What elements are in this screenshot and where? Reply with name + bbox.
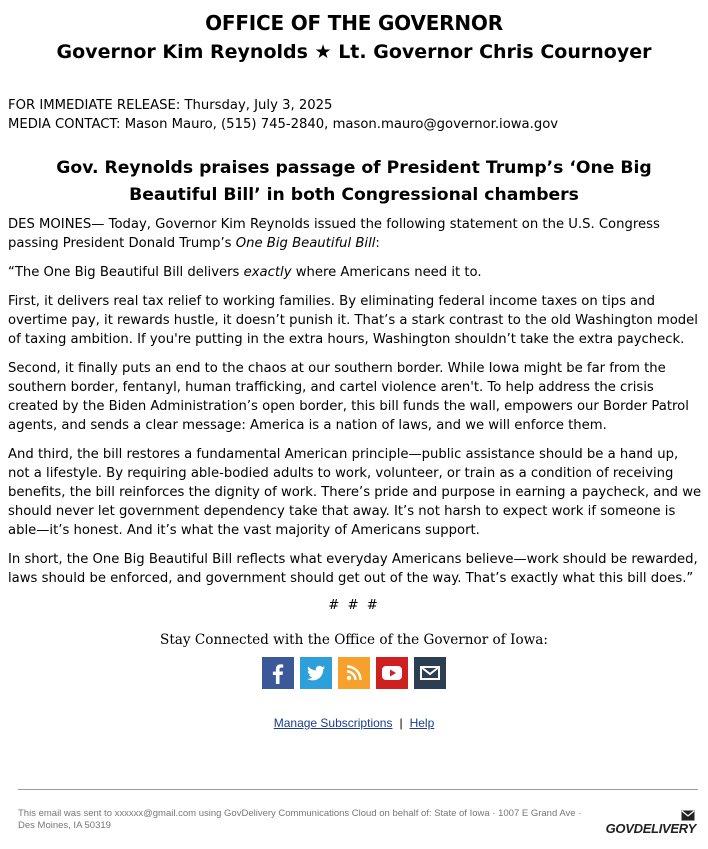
media-contact: MEDIA CONTACT: Mason Mauro, (515) 745-2840, mason.mauro@governor.iowa.gov	[8, 117, 559, 132]
govdelivery-logo	[596, 806, 696, 836]
youtube-icon[interactable]	[376, 657, 408, 689]
email-icon[interactable]	[414, 657, 446, 689]
paragraph-border: Second, it finally puts an end to the chaos at our southern border. While Iowa might be far from the southern border, fentanyl, human trafficking, and cartel violence aren't. To help address the crisis created by the Biden Administration’s open border, this bill funds the wall, empowers our Border Patrol agents, and sends a clear message: America is a nation of laws, and we will enforce them.	[8, 361, 689, 433]
social-icons	[0, 657, 708, 689]
twitter-icon[interactable]	[300, 657, 332, 689]
stay-connected-text: Stay Connected with the Office of the Governor of Iowa:	[160, 632, 548, 648]
rss-icon[interactable]	[338, 657, 370, 689]
paragraph-summary: In short, the One Big Beautiful Bill reflects what everyday Americans believe—work should be rewarded, laws should be enforced, and government should get out of the way. That’s exactly what this bill does.”	[8, 552, 698, 586]
release-meta	[8, 96, 708, 134]
paragraph-work: And third, the bill restores a fundamental American principle—public assistance should be a hand up, not a lifestyle. By requiring able-bodied adults to work, volunteer, or train as a condition of receiving benefits, the bill reinforces the dignity of work. There’s pride and purpose in earning a paycheck, and we should never let government dependency take that away. It’s not harsh to expect work if someone is able—it’s honest. And it’s what the vast majority of Americans support.	[8, 447, 702, 538]
footer-divider	[18, 789, 698, 790]
governor-line: Governor Kim Reynolds ★ Lt. Governor Chris Cournoyer	[56, 41, 652, 63]
intro-paragraph: DES MOINES— Today, Governor Kim Reynolds issued the following statement on the U.S. Congress passing President Donald Trump’s One Big Beautiful Bill:	[8, 217, 660, 251]
help-link[interactable]: Help	[409, 716, 435, 730]
facebook-icon[interactable]	[262, 657, 294, 689]
quote-opening: “The One Big Beautiful Bill delivers exactly where Americans need it to.	[8, 265, 482, 280]
end-mark: # # #	[328, 598, 380, 613]
page-header	[0, 0, 708, 67]
office-title: OFFICE OF THE GOVERNOR	[205, 11, 503, 35]
headline: Gov. Reynolds praises passage of President Trump’s ‘One Big Beautiful Bill’ in both Congressional chambers	[56, 158, 652, 205]
manage-subscriptions-link[interactable]: Manage Subscriptions	[273, 716, 393, 730]
article-body	[8, 215, 702, 588]
link-separator: |	[399, 716, 403, 730]
logo-text: GOVDELIVERY	[605, 821, 696, 836]
release-date: FOR IMMEDIATE RELEASE: Thursday, July 3, 2025	[8, 98, 333, 113]
footer-text: This email was sent to xxxxxx@gmail.com using GovDelivery Communications Cloud on behalf of: State of Iowa · 1007 E Grand Ave · Des Moines, IA 50319	[18, 808, 582, 831]
bill-name: One Big Beautiful Bill	[235, 236, 376, 251]
footer-links	[0, 716, 708, 730]
paragraph-tax-relief: First, it delivers real tax relief to working families. By eliminating federal income taxes on tips and overtime pay, it rewards hustle, it doesn’t punish it. That’s a stark contrast to the old Washington model of taxing ambition. If you're putting in the extra hours, Washington shouldn’t take the extra paycheck.	[8, 294, 698, 347]
